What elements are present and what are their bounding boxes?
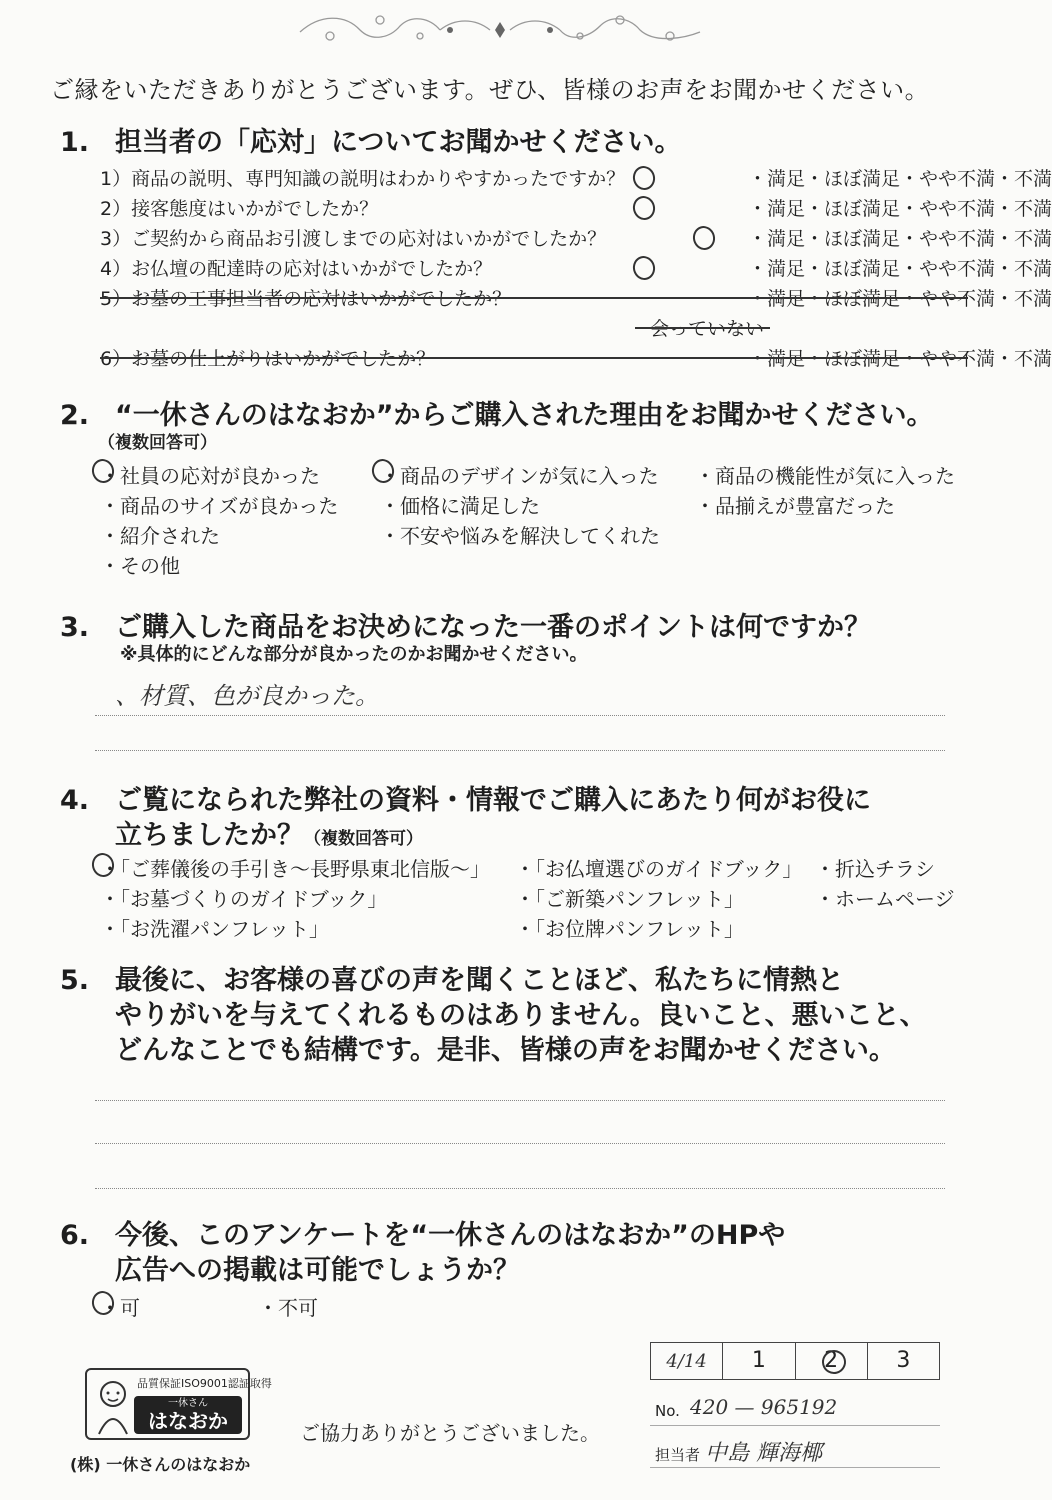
count-cell-3: 3 [867,1343,939,1379]
q6-option-yes[interactable]: ・可 [100,1296,140,1320]
count-cell-1: 1 [722,1343,794,1379]
q2-option-9[interactable]: ・その他 [100,554,180,578]
thanks-message: ご協力ありがとうございました。 [300,1421,600,1445]
number-value: 420 — 965192 [690,1395,838,1419]
brand-name: はなおか [148,1409,228,1433]
date-cell [651,1343,722,1379]
question-1-text: 担当者の「応対」についてお聞かせください。 [115,127,682,158]
q4-option-5[interactable]: ・「ご新築パンフレット」 [515,887,744,911]
answer-line [95,1188,945,1189]
brand-small: 一休さん [168,1398,208,1409]
strikethrough-line [635,327,770,329]
intro-text: ご縁をいただきありがとうございます。ぜひ、皆様のお声をお聞かせください。 [50,76,930,104]
q1-item-4-label: 4）お仏壇の配達時の応対はいかがでしたか？ [100,258,493,280]
q1-item-6-label: 6）お墓の仕上がりはいかがでしたか？ [100,348,436,370]
visit-count-grid [650,1342,940,1380]
brand-box [134,1396,242,1434]
date-value: 4/14 [666,1351,707,1372]
q3-note: ※具体的にどんな部分が良かったのかお聞かせください。 [120,644,588,665]
question-5-text-line-3: どんなことでも結構です。是非、皆様の声をお聞かせください。 [115,1035,896,1066]
q2-option-1[interactable]: ・社員の応対が良かった [100,464,320,488]
q2-option-8[interactable]: ・不安や悩みを解決してくれた [380,524,660,548]
question-6-title-line-1 [60,1213,785,1252]
q1-item-1-options[interactable]: ・満足・ほぼ満足・やや不満・不満 [748,168,1052,190]
q2-option-4[interactable]: ・商品のサイズが良かった [100,494,339,518]
q1-item-1 [100,164,1052,192]
question-4-title-line-2 [115,813,423,852]
question-2-number: 2. [60,400,90,431]
q1-item-6-options[interactable]: ・満足・ほぼ満足・やや不満・不満 [748,348,1052,370]
count-cell-2-label: 2 [824,1348,839,1373]
question-5-title-line-1 [60,958,844,997]
q1-item-2-label: 2）接客態度はいかがでしたか？ [100,198,379,220]
answer-line [95,1143,945,1144]
q1-item-3-options[interactable]: ・満足・ほぼ満足・やや不満・不満 [748,228,1052,250]
question-4-text-line-2: 立ちましたか？ [115,820,304,851]
q4-option-1[interactable]: ・「ご葬儀後の手引き〜長野県東北信版〜」 [100,857,490,881]
question-6-text-line-2: 広告への掲載は可能でしょうか？ [115,1255,520,1286]
question-3-text: ご購入した商品をお決めになった一番のポイントは何ですか？ [115,612,871,643]
q2-option-7[interactable]: ・紹介された [100,524,220,548]
question-3-title [60,605,871,644]
q2-option-5[interactable]: ・価格に満足した [380,494,540,518]
q1-item-6 [100,344,1052,372]
answer-line [95,715,945,716]
staff-label: 担当者 [655,1446,701,1464]
question-1-title [60,120,681,159]
iso-certification-text: 品質保証ISO9001認証取得 [137,1377,272,1390]
q1-item-5-label: 5）お墓の工事担当者の応対はいかがでしたか？ [100,288,512,310]
strikethrough-line [100,357,968,359]
q1-item-4-options[interactable]: ・満足・ほぼ満足・やや不満・不満 [748,258,1052,280]
q6-option-no[interactable]: ・不可 [258,1296,318,1320]
q1-not-met-label: 会っていない [650,318,765,340]
q1-item-3 [100,224,1052,252]
q1-item-1-label: 1）商品の説明、専門知識の説明はわかりやすかったですか？ [100,168,626,190]
question-6-text-line-1: 今後、このアンケートを“一休さんのはなおか”のHPや [115,1220,786,1251]
company-name: (株) 一休さんのはなおか [70,1455,251,1474]
q1-item-3-label: 3）ご契約から商品お引渡しまでの応対はいかがでしたか？ [100,228,607,250]
q1-item-4 [100,254,1052,282]
staff-value: 中島 輝海椰 [705,1441,822,1466]
question-4-number: 4. [60,785,90,816]
q4-option-6[interactable]: ・ホームページ [815,887,955,911]
question-5-text-line-2: やりがいを与えてくれるものはありません。良いこと、悪いこと、 [115,1000,927,1031]
q4-option-8[interactable]: ・「お位牌パンフレット」 [515,917,744,941]
q2-option-6[interactable]: ・品揃えが豊富だった [695,494,895,518]
floral-ornament [290,8,710,48]
number-label: No. [655,1402,680,1420]
q1-item-2-options[interactable]: ・満足・ほぼ満足・やや不満・不満 [748,198,1052,220]
question-4-title-line-1 [60,778,871,817]
q4-option-4[interactable]: ・「お墓づくりのガイドブック」 [100,887,388,911]
q4-multiple-answers-note: （複数回答可） [304,829,423,849]
question-4-text-line-1: ご覧になられた弊社の資料・情報でご購入にあたり何がお役に [115,785,871,816]
question-3-number: 3. [60,612,90,643]
answer-line [95,750,945,751]
question-2-text: “一休さんのはなおか”からご購入された理由をお聞かせください。 [115,400,934,431]
q1-item-5-options[interactable]: ・満足・ほぼ満足・やや不満・不満 [748,288,1052,310]
question-2-title [60,393,934,432]
question-5-number: 5. [60,965,90,996]
company-logo [85,1368,272,1440]
question-5-text-line-1: 最後に、お客様の喜びの声を聞くことほど、私たちに情熱と [115,965,844,996]
strikethrough-line [100,297,968,299]
q4-option-3[interactable]: ・折込チラシ [815,857,935,881]
staff-underline [650,1467,940,1468]
q2-option-2[interactable]: ・商品のデザインが気に入った [380,464,659,488]
q1-not-met [650,314,790,342]
question-1-number: 1. [60,127,90,158]
q3-handwritten-answer: 、材質、色が良かった。 [115,682,379,710]
count-cell-2 [795,1343,867,1379]
q2-multiple-answers-note: （複数回答可） [98,433,217,453]
q1-item-2 [100,194,1052,222]
answer-line [95,1100,945,1101]
monk-mascot-icon [93,1378,133,1436]
question-6-number: 6. [60,1220,90,1251]
q4-option-7[interactable]: ・「お洗濯パンフレット」 [100,917,329,941]
number-underline [650,1425,940,1426]
q1-item-5 [100,284,1052,312]
q2-option-3[interactable]: ・商品の機能性が気に入った [695,464,955,488]
q4-option-2[interactable]: ・「お仏壇選びのガイドブック」 [515,857,803,881]
